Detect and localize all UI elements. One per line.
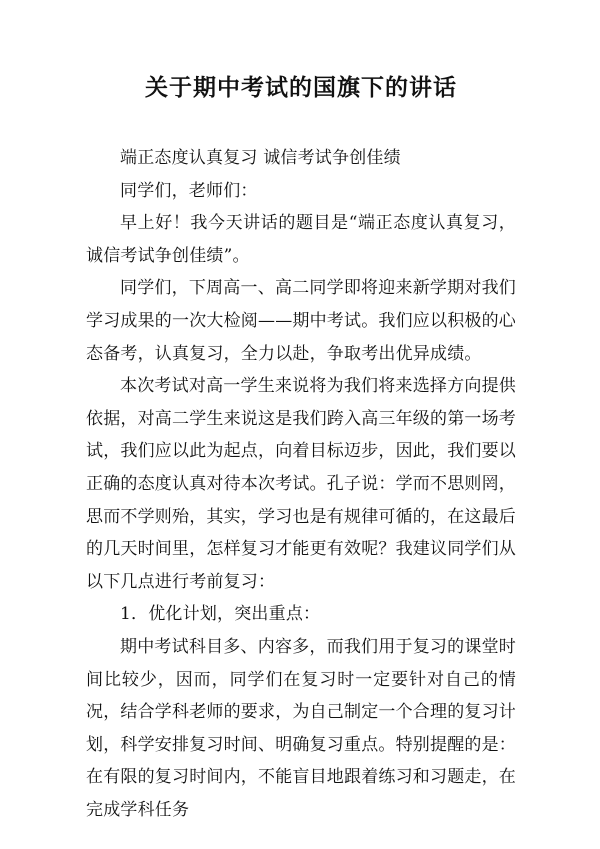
document-body: [86, 142, 516, 826]
subtitle-paragraph: 端正态度认真复习 诚信考试争创佳绩: [120, 148, 401, 168]
body-paragraph: 早上好！我今天讲话的题目是“端正态度认真复习，诚信考试争创佳绩”。: [86, 213, 516, 266]
page-title: 关于期中考试的国旗下的讲话: [145, 74, 457, 101]
section-heading-paragraph: 1．优化计划，突出重点：: [120, 604, 321, 625]
body-paragraph: 同学们，下周高一、高二同学即将迎来新学期对我们学习成果的一次大检阅——期中考试。我们应以积极的心态备考，认真复习，全力以赴，争取考出优异成绩。: [86, 278, 516, 364]
greeting-paragraph: 同学们，老师们：: [120, 180, 258, 201]
body-paragraph: 期中考试科目多、内容多，而我们用于复习的课堂时间比较少，因而，同学们在复习时一定要针对自己的情况，结合学科老师的要求，为自己制定一个合理的复习计划，科学安排复习时间、明确复习重点。特别提醒的是：在有限的复习时间内，不能盲目地跟着练习和习题走，在完成学科任务: [86, 636, 516, 820]
body-paragraph: 本次考试对高一学生来说将为我们将来选择方向提供依据，对高二学生来说这是我们跨入高三年级的第一场考试，我们应以此为起点，向着目标迈步，因此，我们要以正确的态度认真对待本次考试。孔子说：学而不思则罔，思而不学则殆，其实，学习也是有规律可循的，在这最后的几天时间里，怎样复习才能更有效呢？我建议同学们从以下几点进行考前复习：: [86, 376, 516, 592]
